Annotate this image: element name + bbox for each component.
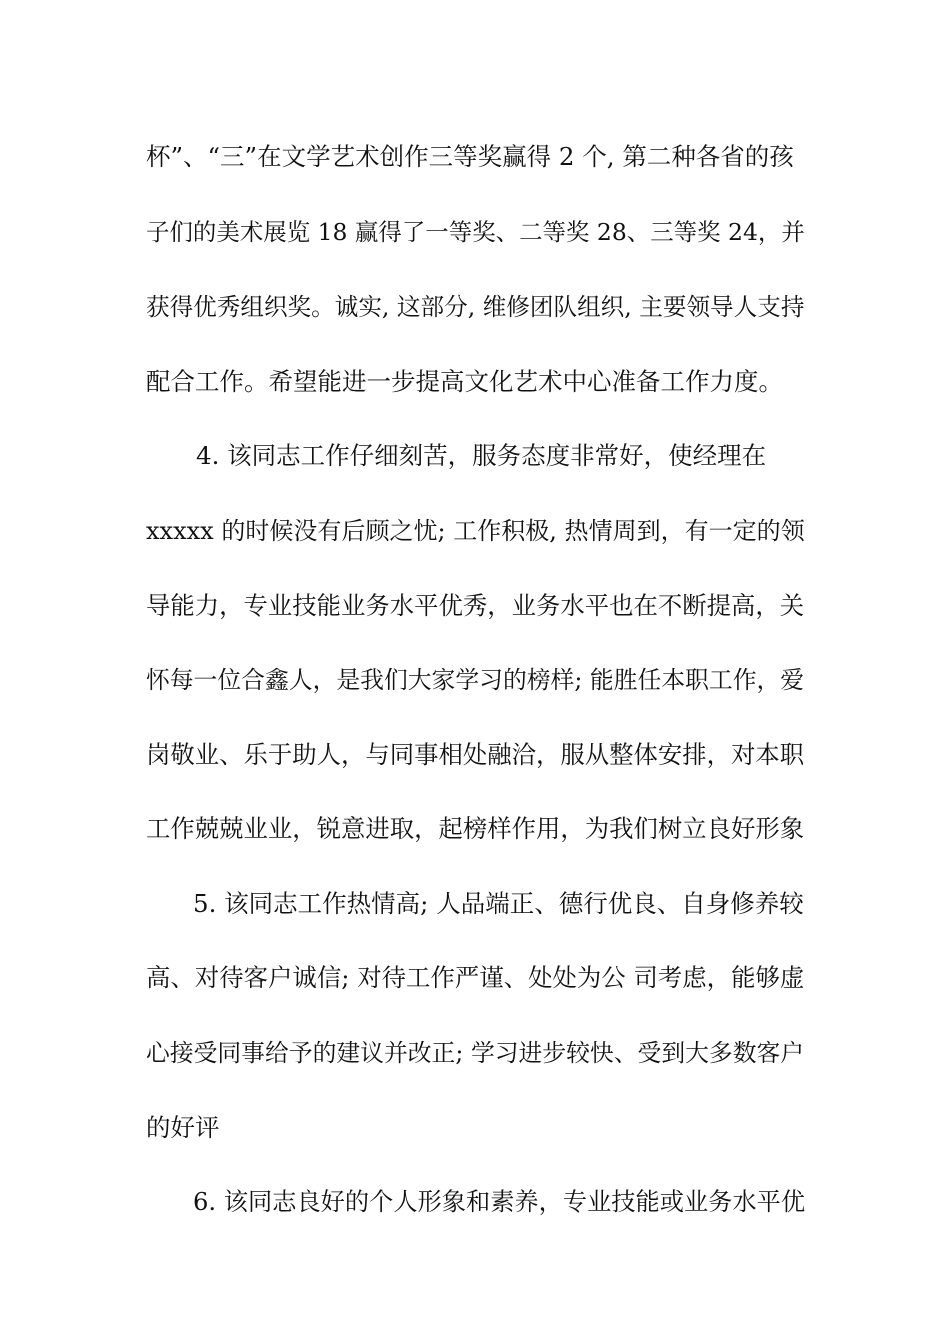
text-line-6: xxxxx 的时候没有后顾之忧; 工作积极, 热情周到，有一定的领 xyxy=(146,517,805,545)
text-line-9: 岗敬业、乐于助人，与同事相处融洽，服从整体安排，对本职 xyxy=(146,740,805,769)
text-line-10: 工作兢兢业业，锐意进取，起榜样作用，为我们树立良好形象 xyxy=(146,814,805,843)
text-line-4: 配合工作。希望能进一步提高文化艺术中心准备工作力度。 xyxy=(146,367,783,396)
text-line-15: 6. 该同志良好的个人形象和素养，专业技能或业务水平优 xyxy=(193,1188,806,1216)
text-line-7: 导能力，专业技能业务水平优秀，业务水平也在不断提高，关 xyxy=(146,591,805,620)
text-line-8: 怀每一位合鑫人，是我们大家学习的榜样; 能胜任本职工作，爱 xyxy=(146,666,805,694)
text-line-14: 的好评 xyxy=(146,1113,220,1142)
text-line-12: 高、对待客户诚信; 对待工作严谨、处处为公 司考虑，能够虚 xyxy=(146,963,805,992)
text-line-3: 获得优秀组织奖。诚实, 这部分, 维修团队组织, 主要领导人支持 xyxy=(146,293,805,321)
text-line-1: 杯”、“三”在文学艺术创作三等奖赢得 2 个, 第二种各省的孩 xyxy=(146,142,794,171)
text-line-5: 4. 该同志工作仔细刻苦，服务态度非常好，使经理在 xyxy=(196,441,767,470)
text-line-2: 子们的美术展览 18 赢得了一等奖、二等奖 28、三等奖 24，并 xyxy=(146,218,805,246)
text-line-11: 5. 该同志工作热情高; 人品端正、德行优良、自身修养较 xyxy=(193,889,804,918)
text-line-13: 心接受同事给予的建议并改正; 学习进步较快、受到大多数客户 xyxy=(146,1039,805,1067)
